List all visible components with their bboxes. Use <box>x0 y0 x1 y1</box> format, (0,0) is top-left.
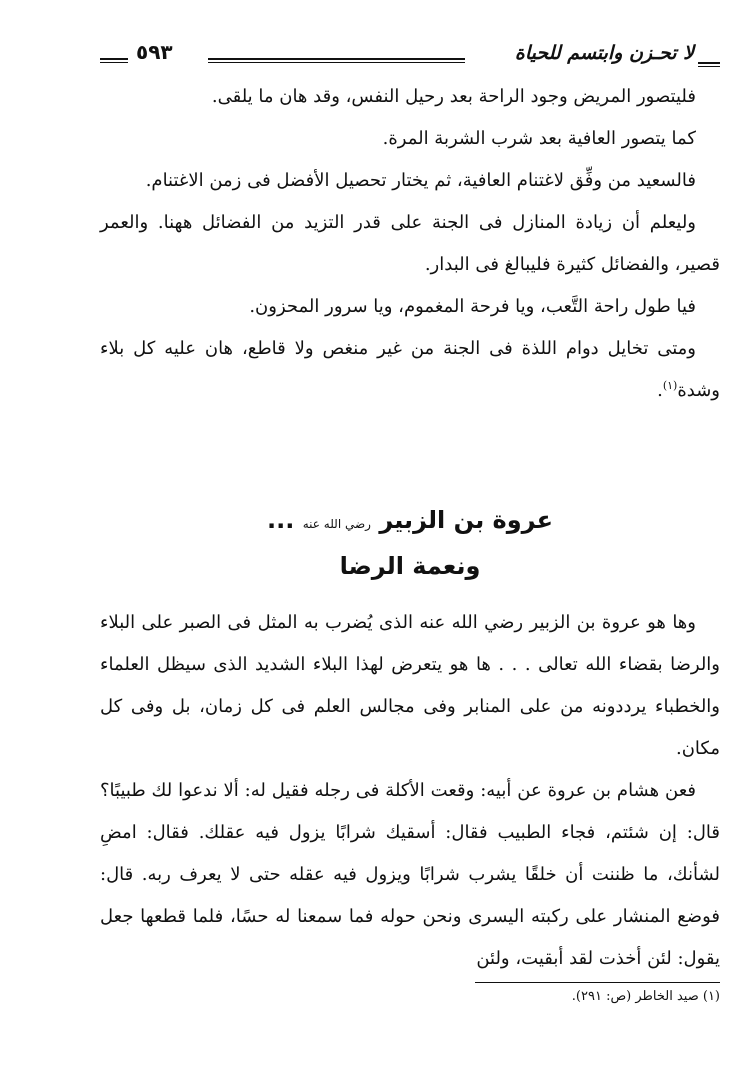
paragraph: فليتصور المريض وجود الراحة بعد رحيل النفس، وقد هان ما يلقى. <box>211 86 696 107</box>
header-title: لا تحـزن وابتسم للحياة <box>514 42 694 64</box>
header-rule-right <box>698 62 720 67</box>
header-rule-left <box>100 58 128 63</box>
blessing-glyph: رضي الله عنه <box>302 517 371 531</box>
footnote-marker: (١) <box>662 379 678 392</box>
paragraph: وليعلم أن زيادة المنازل فى الجنة على قدر التزيد من الفضائل ههنا. والعمر قصير، والفضائل كثيرة فليبالغ فى البدار. <box>100 212 720 275</box>
paragraph: فالسعيد من وفِّق لاغتنام العافية، ثم يختار تحصيل الأفضل فى زمن الاغتنام. <box>145 170 696 191</box>
paragraph: فيا طول راحة التَّعب، ويا فرحة المغموم، ويا سرور المحزون. <box>249 296 696 317</box>
paragraph-end: . <box>657 380 663 401</box>
paragraph: وها هو عروة بن الزبير رضي الله عنه الذى يُضرب به المثل فى الصبر على البلاء والرضا بقضاء الله تعالى . . . ها هو يتعرض لهذا البلاء الشديد الذى سيظل العلماء والخطباء يرددونه من على المنابر وفى مجالس العلم فى كل زمان، بل وفى كل مكان. <box>100 612 720 759</box>
section-title <box>100 506 720 534</box>
footnote: (١) صيد الخاطر (ص: ٢٩١). <box>571 989 720 1004</box>
paragraph: كما يتصور العافية بعد شرب الشربة المرة. <box>382 128 696 149</box>
section-title-text: عروة بن الزبير <box>379 506 553 534</box>
footnote-separator <box>475 982 720 983</box>
paragraph-with-footnote <box>100 328 720 412</box>
header-rule <box>208 58 465 63</box>
paragraph: فعن هشام بن عروة عن أبيه: وقعت الأكلة فى رجله فقيل له: ألا ندعوا لك طبيبًا؟ قال: إن شئتم، فجاء الطبيب فقال: أسقيك شرابًا يزول فيه عقلك. فقال: امضِ لشأنك، ما ظننت أن خلقًا يشرب شرابًا ويزول فيه عقله حتى لا يعرف ربه. قال: فوضع المنشار على ركبته اليسرى ونحن حوله فما سمعنا له حسًا، فلما قطعها جعل يقول: لئن أخذت لقد أبقيت، ولئن <box>100 780 720 969</box>
running-header <box>100 38 720 78</box>
section-subtitle: ونعمة الرضا <box>339 552 481 580</box>
paragraph-text: ومتى تخايل دوام اللذة فى الجنة من غير منغص ولا قاطع، هان عليه كل بلاء وشدة <box>100 338 720 401</box>
body-text-bottom <box>100 602 720 980</box>
section-title-ellipsis: ... <box>267 506 295 534</box>
body-text-top <box>100 76 720 412</box>
page-number: ٥٩٣ <box>136 40 173 64</box>
